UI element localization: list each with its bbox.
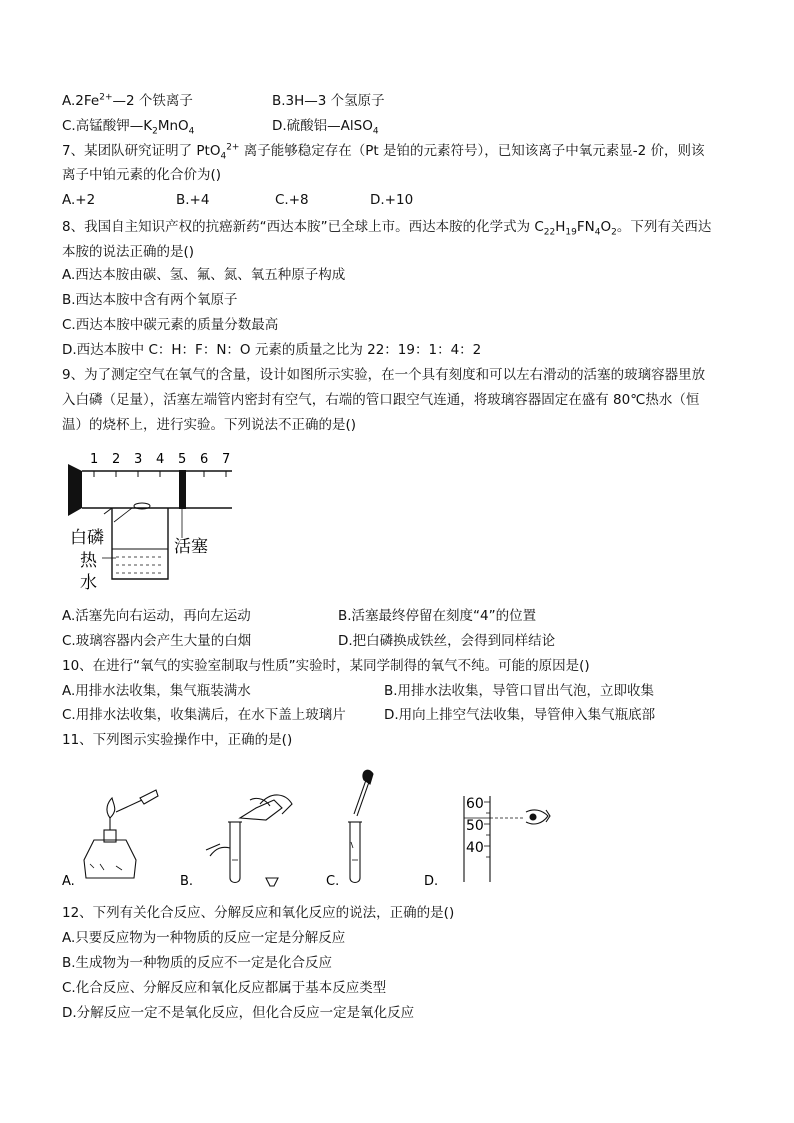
q6-option-a: $A.2Fe^{2+}—2$ 个铁离子 <box>62 92 193 109</box>
cylinder-tick-40: 40 <box>466 840 484 856</box>
q11-label-d: D. <box>424 874 439 889</box>
q9-apparatus-figure <box>60 446 250 596</box>
q9-stem-line3: 温）的烧杯上，进行实验。下列说法不正确的是() <box>62 417 357 433</box>
scale-label: 5 <box>178 452 187 467</box>
piston <box>179 470 186 509</box>
q8-option-d: D.西达本胺中 C：H：F：N：O 元素的质量之比为 22：19：1：4：2 <box>62 342 482 358</box>
q10-option-d: D.用向上排空气法收集，导管伸入集气瓶底部 <box>384 707 656 723</box>
q11-figures <box>60 760 560 890</box>
left-stopper <box>68 464 82 516</box>
q9-option-c: C.玻璃容器内会产生大量的白烟 <box>62 633 252 649</box>
figure-a-alcohol-lamp <box>84 790 158 878</box>
scale-label: 4 <box>156 452 165 467</box>
q10-option-a: A.用排水法收集，集气瓶装满水 <box>62 683 251 699</box>
label-water: 水 <box>80 573 97 593</box>
q7-option-d: D.+10 <box>370 192 414 208</box>
q6-option-d: D.硫酸铝—AlSO$_4$ <box>272 118 379 137</box>
q11-label-c: C. <box>326 874 340 889</box>
figure-c-dropper <box>348 770 373 882</box>
q7-option-b: B.+4 <box>176 192 210 208</box>
q12-stem: 12、下列有关化合反应、分解反应和氧化反应的说法，正确的是() <box>62 905 455 921</box>
q8-option-c: C.西达本胺中碳元素的质量分数最高 <box>62 317 279 333</box>
q8-stem-line1: 8、我国自主知识产权的抗癌新药“西达本胺”已全球上市。西达本胺的化学式为 $C_{22}H_{19}FN_4O_2$。下列有关西达 <box>62 219 712 238</box>
q9-option-a: A.活塞先向右运动，再向左运动 <box>62 608 251 624</box>
q11-label-b: B. <box>180 874 194 889</box>
q8-option-b: B.西达本胺中含有两个氧原子 <box>62 292 238 308</box>
q12-option-c: C.化合反应、分解反应和氧化反应都属于基本反应类型 <box>62 980 387 996</box>
scale-label: 6 <box>200 452 209 467</box>
q8-option-a: A.西达本胺由碳、氢、氟、氮、氧五种原子构成 <box>62 267 346 283</box>
scale-label: 1 <box>90 452 99 467</box>
q9-stem-line2: 入白磷（足量），活塞左端管内密封有空气，右端的管口跟空气连通，将玻璃容器固定在盛有 80℃热水（恒 <box>62 392 700 408</box>
q12-option-b: B.生成物为一种物质的反应不一定是化合反应 <box>62 955 333 971</box>
q10-option-b: B.用排水法收集，导管口冒出气泡，立即收集 <box>384 683 655 699</box>
q10-stem: 10、在进行“氧气的实验室制取与性质”实验时，某同学制得的氧气不纯。可能的原因是() <box>62 658 590 674</box>
scale-label: 3 <box>134 452 143 467</box>
q7-option-a: A.+2 <box>62 192 96 208</box>
q9-option-b: B.活塞最终停留在刻度“4”的位置 <box>338 608 537 624</box>
q12-option-a: A.只要反应物为一种物质的反应一定是分解反应 <box>62 930 346 946</box>
q6-option-c: C.高锰酸钾$—K_2MnO_4$ <box>62 118 195 137</box>
figure-b-pouring-liquid <box>206 795 292 886</box>
cylinder-tick-60: 60 <box>466 796 484 812</box>
q7-option-c: C.+8 <box>275 192 309 208</box>
scale-label: 7 <box>222 452 231 467</box>
beaker <box>112 508 168 579</box>
q9-stem-line1: 9、为了测定空气在氧气的含量，设计如图所示实验，在一个具有刻度和可以左右滑动的活塞的玻璃容器里放 <box>62 367 706 383</box>
q10-option-c: C.用排水法收集，收集满后，在水下盖上玻璃片 <box>62 707 346 723</box>
q9-option-d: D.把白磷换成铁丝，会得到同样结论 <box>338 633 556 649</box>
label-white-phosphorus: 白磷 <box>70 528 104 548</box>
scale-label: 2 <box>112 452 121 467</box>
q7-stem-line2: 离子中铂元素的化合价为() <box>62 167 222 183</box>
q7-stem-line1: 7、某团队研究证明了 PtO$_4^{2+}$ 离子能够稳定存在（Pt 是铂的元素符号），已知该离子中氧元素显-2 价，则该 <box>62 142 705 162</box>
q12-option-d: D.分解反应一定不是氧化反应，但化合反应一定是氧化反应 <box>62 1005 415 1021</box>
q11-stem: 11、下列图示实验操作中，正确的是() <box>62 732 293 748</box>
cylinder-tick-50: 50 <box>466 818 484 834</box>
q8-stem-line2: 本胺的说法正确的是() <box>62 244 195 260</box>
q6-option-b: B.3H—3 个氢原子 <box>272 93 385 109</box>
label-hot: 热 <box>80 551 97 571</box>
label-piston: 活塞 <box>174 537 208 557</box>
q11-label-a: A. <box>62 874 75 889</box>
